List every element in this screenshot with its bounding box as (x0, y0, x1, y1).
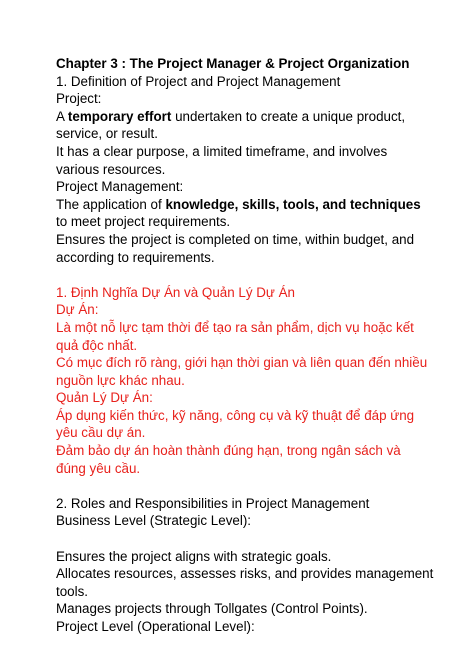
project-def-bold: temporary effort (67, 108, 172, 124)
pm-definition (56, 196, 421, 214)
pm-definition-cont: to meet project requirements. (56, 214, 231, 230)
vi-pm-line1: Áp dụng kiến thức, kỹ năng, công cụ và kỹ thuật để đáp ứng (56, 407, 415, 423)
pm-ensure-line2: according to requirements. (56, 249, 215, 265)
pm-def-bold: knowledge, skills, tools, and techniques (165, 196, 421, 212)
vi-purpose-line1: Có mục đích rõ ràng, giới hạn thời gian và liên quan đến nhiều (56, 355, 428, 371)
vi-def-line2: quả độc nhất. (56, 337, 138, 353)
allocate-line1: Allocates resources, assesses risks, and provides management (56, 566, 434, 582)
project-purpose-line1: It has a clear purpose, a limited timeframe, and involves (56, 143, 388, 159)
tollgates-line: Manages projects through Tollgates (Control Points). (56, 601, 368, 617)
chapter-title: Chapter 3 : The Project Manager & Project Organization (56, 56, 410, 71)
document-body (56, 55, 434, 636)
allocate-line2: tools. (56, 583, 89, 599)
project-definition-cont: service, or result. (56, 126, 158, 142)
pm-def-pre: The application of (56, 196, 166, 212)
project-def-post: undertaken to create a unique product, (171, 108, 406, 124)
vi-pm-label: Quản Lý Dự Án: (56, 390, 153, 406)
spacer (56, 530, 416, 548)
spacer (56, 266, 416, 284)
pm-ensure-line1: Ensures the project is completed on time, within budget, and (56, 231, 415, 247)
vi-ensure-line2: đúng yêu cầu. (56, 460, 141, 476)
project-purpose-line2: various resources. (56, 161, 166, 177)
vi-project-label: Dự Án: (56, 302, 99, 318)
project-level-label: Project Level (Operational Level): (56, 619, 255, 634)
vi-def-line1: Là một nỗ lực tạm thời để tạo ra sản phẩm, dịch vụ hoặc kết (56, 319, 414, 335)
section2-heading: 2. Roles and Responsibilities in Project Management (56, 495, 370, 511)
business-level-label: Business Level (Strategic Level): (56, 513, 252, 529)
project-definition (56, 108, 416, 126)
align-line: Ensures the project aligns with strategic goals. (56, 548, 332, 564)
vi-ensure-line1: Đảm bảo dự án hoàn thành đúng hạn, trong ngân sách và (56, 443, 401, 459)
vi-purpose-line2: nguồn lực khác nhau. (56, 372, 185, 388)
vi-pm-line2: yêu cầu dự án. (56, 425, 146, 441)
section1-heading: 1. Definition of Project and Project Management (56, 73, 341, 89)
project-label: Project: (56, 91, 102, 107)
project-def-pre: A (56, 108, 68, 124)
spacer (56, 477, 416, 495)
pm-label: Project Management: (56, 179, 184, 195)
vi-section1-heading: 1. Định Nghĩa Dự Án và Quản Lý Dự Án (56, 284, 295, 300)
